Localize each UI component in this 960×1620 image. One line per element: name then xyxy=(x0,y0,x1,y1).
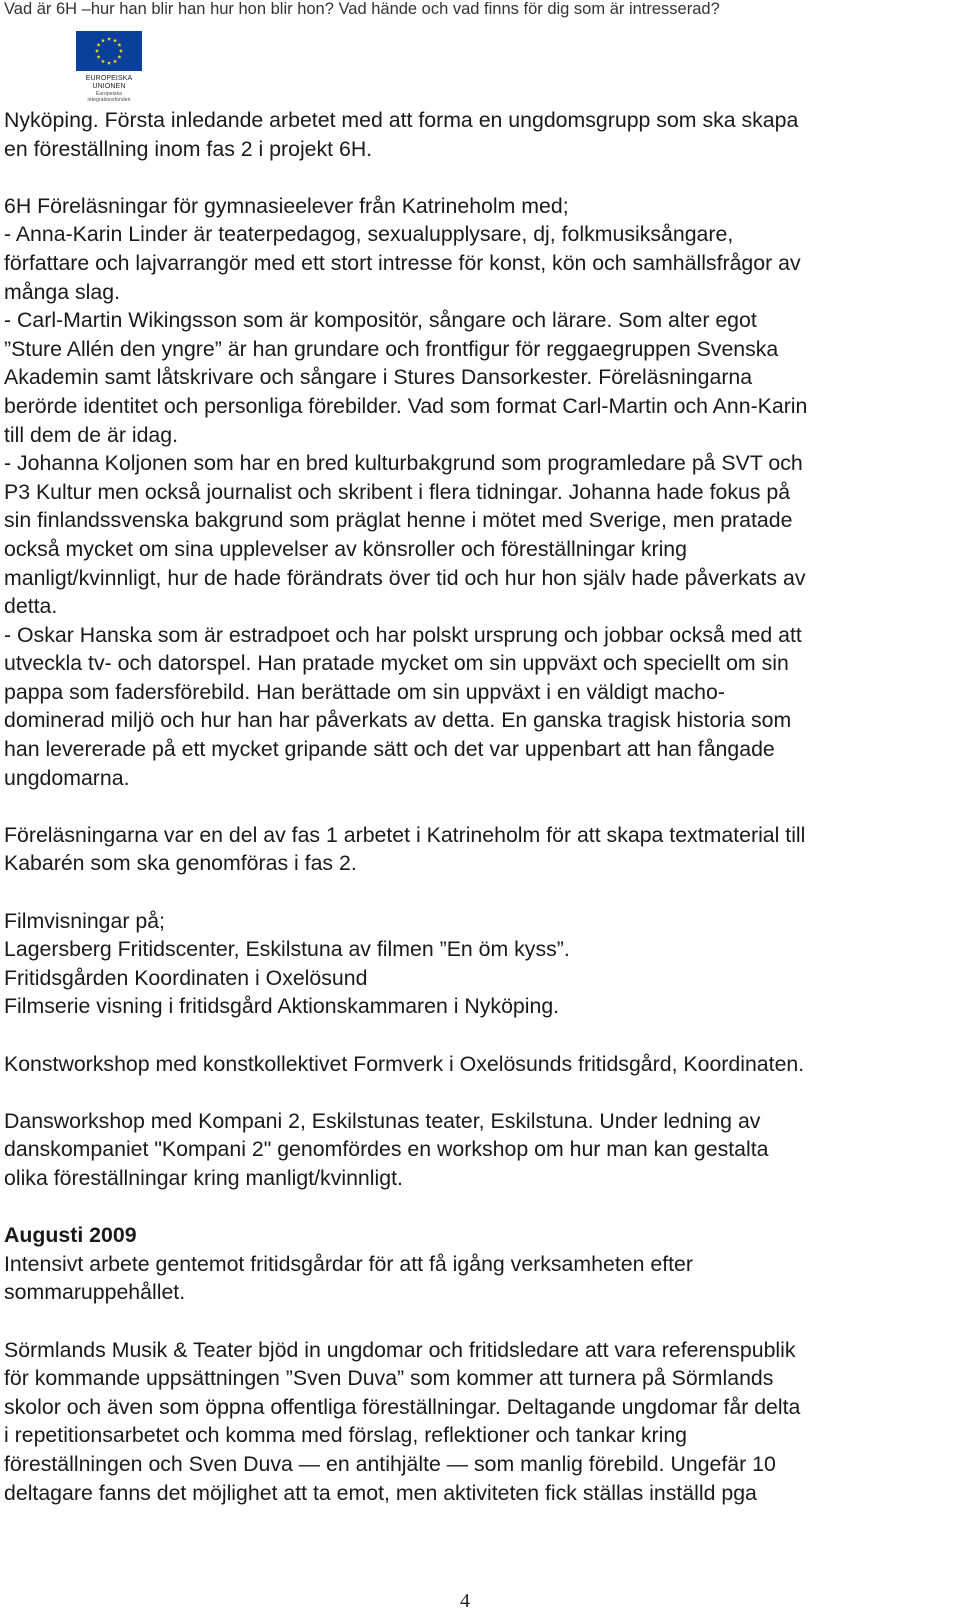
paragraph-gap xyxy=(4,1307,954,1336)
eu-logo xyxy=(76,31,142,103)
body-line: utveckla tv- och datorspel. Han pratade mycket om sin uppväxt och speciellt om sin xyxy=(4,651,789,676)
eu-star-icon xyxy=(107,37,111,41)
body-line: ungdomarna. xyxy=(4,765,130,790)
body-line: Akademin samt låtskrivare och sångare i Stures Dansorkester. Föreläsningarna xyxy=(4,365,753,390)
body-line: ”Sture Allén den yngre” är han grundare och frontfigur för reggaegruppen Svenska xyxy=(4,336,779,361)
page-number: 4 xyxy=(460,1590,470,1612)
body-line: för kommande uppsättningen ”Sven Duva” som kommer att turnera på Sörmlands xyxy=(4,1366,774,1391)
document-body xyxy=(4,106,954,1507)
eu-star-icon xyxy=(117,55,121,59)
body-line: sommaruppehållet. xyxy=(4,1280,186,1305)
paragraph-gap xyxy=(4,1021,954,1050)
body-line: Fritidsgården Koordinaten i Oxelösund xyxy=(4,965,368,990)
body-line: Föreläsningarna var en del av fas 1 arbetet i Katrineholm för att skapa textmaterial till xyxy=(4,822,806,847)
body-line: Nyköping. Första inledande arbetet med att forma en ungdomsgrupp som ska skapa xyxy=(4,108,799,132)
body-line: också mycket om sina upplevelser av könsroller och föreställningar kring xyxy=(4,536,687,561)
body-line: Lagersberg Fritidscenter, Eskilstuna av filmen ”En öm kyss”. xyxy=(4,937,570,962)
eu-star-icon xyxy=(107,61,111,65)
body-line: sin finlandssvenska bakgrund som präglat henne i mötet med Sverige, men pratade xyxy=(4,508,793,533)
body-line: dominerad miljö och hur han har påverkats av detta. En ganska tragisk historia som xyxy=(4,708,792,733)
body-line: skolor och även som öppna offentliga föreställningar. Deltagande ungdomar får delta xyxy=(4,1394,801,1419)
paragraph-gap xyxy=(4,1078,954,1107)
eu-star-icon xyxy=(113,38,117,42)
body-line: Filmserie visning i fritidsgård Aktionskammaren i Nyköping. xyxy=(4,994,560,1019)
body-line: Intensivt arbete gentemot fritidsgårdar för att få igång verksamheten efter xyxy=(4,1251,693,1276)
body-line: Filmvisningar på; xyxy=(4,908,165,933)
body-line: danskompaniet "Kompani 2" genomfördes en workshop om hur man kan gestalta xyxy=(4,1137,769,1162)
paragraph-gap xyxy=(4,1193,954,1222)
paragraph-gap xyxy=(4,792,954,821)
body-line: manligt/kvinnligt, hur de hade förändrats över tid och hur hon själv hade påverkats av xyxy=(4,565,806,590)
eu-flag-icon xyxy=(76,31,142,71)
body-line: i repetitionsarbetet och komma med förslag, reflektioner och tankar kring xyxy=(4,1423,688,1448)
eu-star-icon xyxy=(101,59,105,63)
body-line: pappa som fadersförebild. Han berättade om sin uppväxt i en väldigt macho- xyxy=(4,679,725,704)
body-line: många slag. xyxy=(4,279,121,304)
body-line: 6H Föreläsningar för gymnasieelever från Katrineholm med; xyxy=(4,193,569,218)
body-line: Kabarén som ska genomföras i fas 2. xyxy=(4,851,357,876)
body-line: - Anna-Karin Linder är teaterpedagog, sexualupplysare, dj, folkmusiksångare, xyxy=(4,222,734,247)
eu-star-icon xyxy=(113,59,117,63)
body-line: till dem de är idag. xyxy=(4,422,179,447)
eu-caption-main: EUROPEISKA UNIONEN xyxy=(85,75,133,90)
section-heading: Augusti 2009 xyxy=(4,1223,137,1248)
eu-star-icon xyxy=(97,55,101,59)
eu-star-icon xyxy=(119,49,123,53)
body-line: - Johanna Koljonen som har en bred kulturbakgrund som programledare på SVT och xyxy=(4,451,803,476)
eu-star-icon xyxy=(101,38,105,42)
eu-caption-sub: Europeiska integrationsfonden xyxy=(87,91,131,103)
body-line: författare och lajvarrangör med ett stort intresse för konst, kön och samhällsfrågor av xyxy=(4,250,801,275)
body-line: deltagare fanns det möjlighet att ta emot, men aktiviteten fick ställas inställd pga xyxy=(4,1480,757,1505)
body-line: föreställningen och Sven Duva — en antihjälte — som manlig förebild. Ungefär 10 xyxy=(4,1451,776,1476)
body-line: - Carl-Martin Wikingsson som är kompositör, sångare och lärare. Som alter egot xyxy=(4,308,757,333)
body-line: en föreställning inom fas 2 i projekt 6H. xyxy=(4,136,373,161)
body-line: detta. xyxy=(4,594,58,619)
body-line: P3 Kultur men också journalist och skribent i flera tidningar. Johanna hade fokus på xyxy=(4,479,791,504)
body-line: Sörmlands Musik & Teater bjöd in ungdomar och fritidsledare att vara referenspublik xyxy=(4,1337,796,1362)
eu-star-icon xyxy=(117,43,121,47)
body-line: Dansworkshop med Kompani 2, Eskilstunas teater, Eskilstuna. Under ledning av xyxy=(4,1108,761,1133)
page-header-title: Vad är 6H –hur han blir han hur hon blir hon? Vad hände och vad finns för dig som är intresserad? xyxy=(4,0,720,18)
paragraph-gap xyxy=(4,878,954,907)
eu-star-icon xyxy=(97,43,101,47)
body-line: Konstworkshop med konstkollektivet Formverk i Oxelösunds fritidsgård, Koordinaten. xyxy=(4,1051,805,1076)
eu-star-icon xyxy=(95,49,99,53)
body-line: han levererade på ett mycket gripande sätt och det var uppenbart att han fångade xyxy=(4,737,775,762)
body-line: berörde identitet och personliga förebilder. Vad som format Carl-Martin och Ann-Karin xyxy=(4,393,808,418)
paragraph-gap xyxy=(4,163,954,192)
body-line: - Oskar Hanska som är estradpoet och har polskt ursprung och jobbar också med att xyxy=(4,622,802,647)
eu-logo-caption xyxy=(76,75,142,103)
body-line: olika föreställningar kring manligt/kvinnligt. xyxy=(4,1165,403,1190)
